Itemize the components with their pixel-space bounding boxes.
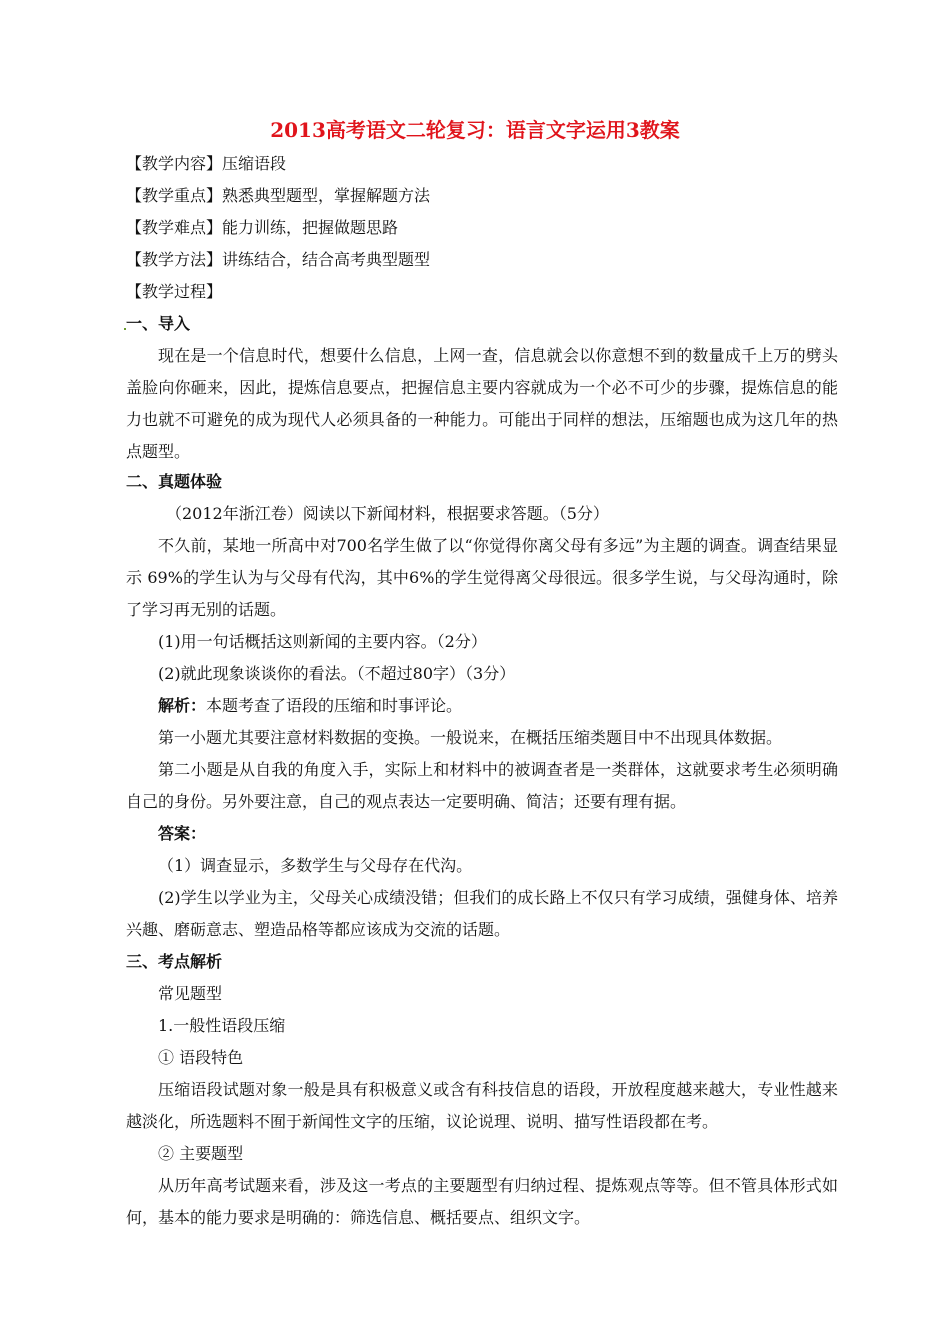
exam-source: （2012年浙江卷）阅读以下新闻材料，根据要求答题。（5分） bbox=[166, 504, 609, 523]
analysis-paragraph-2: 第二小题是从自我的角度入手，实际上和材料中的被调查者是一类群体，这就要求考生必须明确自己的身份。另外要注意，自己的观点表达一定要明确、简洁；还要有理有据。 bbox=[126, 760, 838, 811]
document-title: 2013高考语文二轮复习：语言文字运用3教案 bbox=[270, 118, 680, 142]
answer-1: （1）调查显示，多数学生与父母存在代沟。 bbox=[158, 856, 473, 875]
answer-label: 答案： bbox=[158, 824, 207, 843]
analysis-text: 本题考查了语段的压缩和时事评论。 bbox=[206, 696, 463, 715]
section2-heading: 二、真题体验 bbox=[126, 472, 223, 491]
section3-subheading: 常见题型 bbox=[158, 984, 223, 1003]
section1-paragraph: 现在是一个信息时代，想要什么信息，上网一查，信息就会以你意想不到的数量成千上万的劈头盖脸向你砸来，因此，提炼信息要点，把握信息主要内容就成为一个必不可少的步骤，提炼信息的能力也就不可避免的成为现代人必须具备的一种能力。可能出于同样的想法，压缩题也成为这几年的热点题型。 bbox=[126, 346, 838, 461]
question-2: (2)就此现象谈谈你的看法。（不超过80字）（3分） bbox=[158, 664, 516, 683]
section1-heading: 一、导入 bbox=[126, 314, 191, 333]
point-1-text: 压缩语段试题对象一般是具有积极意义或含有科技信息的语段，开放程度越来越大，专业性越来越淡化，所选题料不囿于新闻性文字的压缩，议论说理、说明、描写性语段都在考。 bbox=[126, 1080, 838, 1131]
item-1: 1.一般性语段压缩 bbox=[158, 1016, 286, 1035]
analysis-line bbox=[158, 695, 878, 717]
answer-2: (2)学生以学业为主，父母关心成绩没错；但我们的成长路上不仅只有学习成绩，强健身体、培养兴趣、磨砺意志、塑造品格等都应该成为交流的话题。 bbox=[126, 888, 838, 939]
meta-method: 【教学方法】讲练结合，结合高考典型题型 bbox=[126, 250, 431, 269]
point-2: ② 主要题型 bbox=[158, 1144, 244, 1163]
meta-content: 【教学内容】压缩语段 bbox=[126, 154, 287, 173]
meta-focus: 【教学重点】熟悉典型题型，掌握解题方法 bbox=[126, 186, 431, 205]
point-1: ① 语段特色 bbox=[158, 1048, 244, 1067]
news-material: 不久前，某地一所高中对700名学生做了以“你觉得你离父母有多远”为主题的调查。调查结果显示 69%的学生认为与父母有代沟，其中6%的学生觉得离父母很远。很多学生说，与父母沟通时，除了学习再无别的话题。 bbox=[126, 536, 838, 619]
question-1: (1)用一句话概括这则新闻的主要内容。（2分） bbox=[158, 632, 487, 651]
section3-heading: 三、考点解析 bbox=[126, 952, 223, 971]
analysis-label: 解析： bbox=[158, 696, 207, 715]
analysis-paragraph-1: 第一小题尤其要注意材料数据的变换。一般说来，在概括压缩类题目中不出现具体数据。 bbox=[158, 728, 783, 747]
point-2-text: 从历年高考试题来看，涉及这一考点的主要题型有归纳过程、提炼观点等等。但不管具体形式如何，基本的能力要求是明确的：筛选信息、概括要点、组织文字。 bbox=[126, 1176, 838, 1227]
meta-process: 【教学过程】 bbox=[126, 282, 223, 301]
meta-difficulty: 【教学难点】能力训练，把握做题思路 bbox=[126, 218, 399, 237]
